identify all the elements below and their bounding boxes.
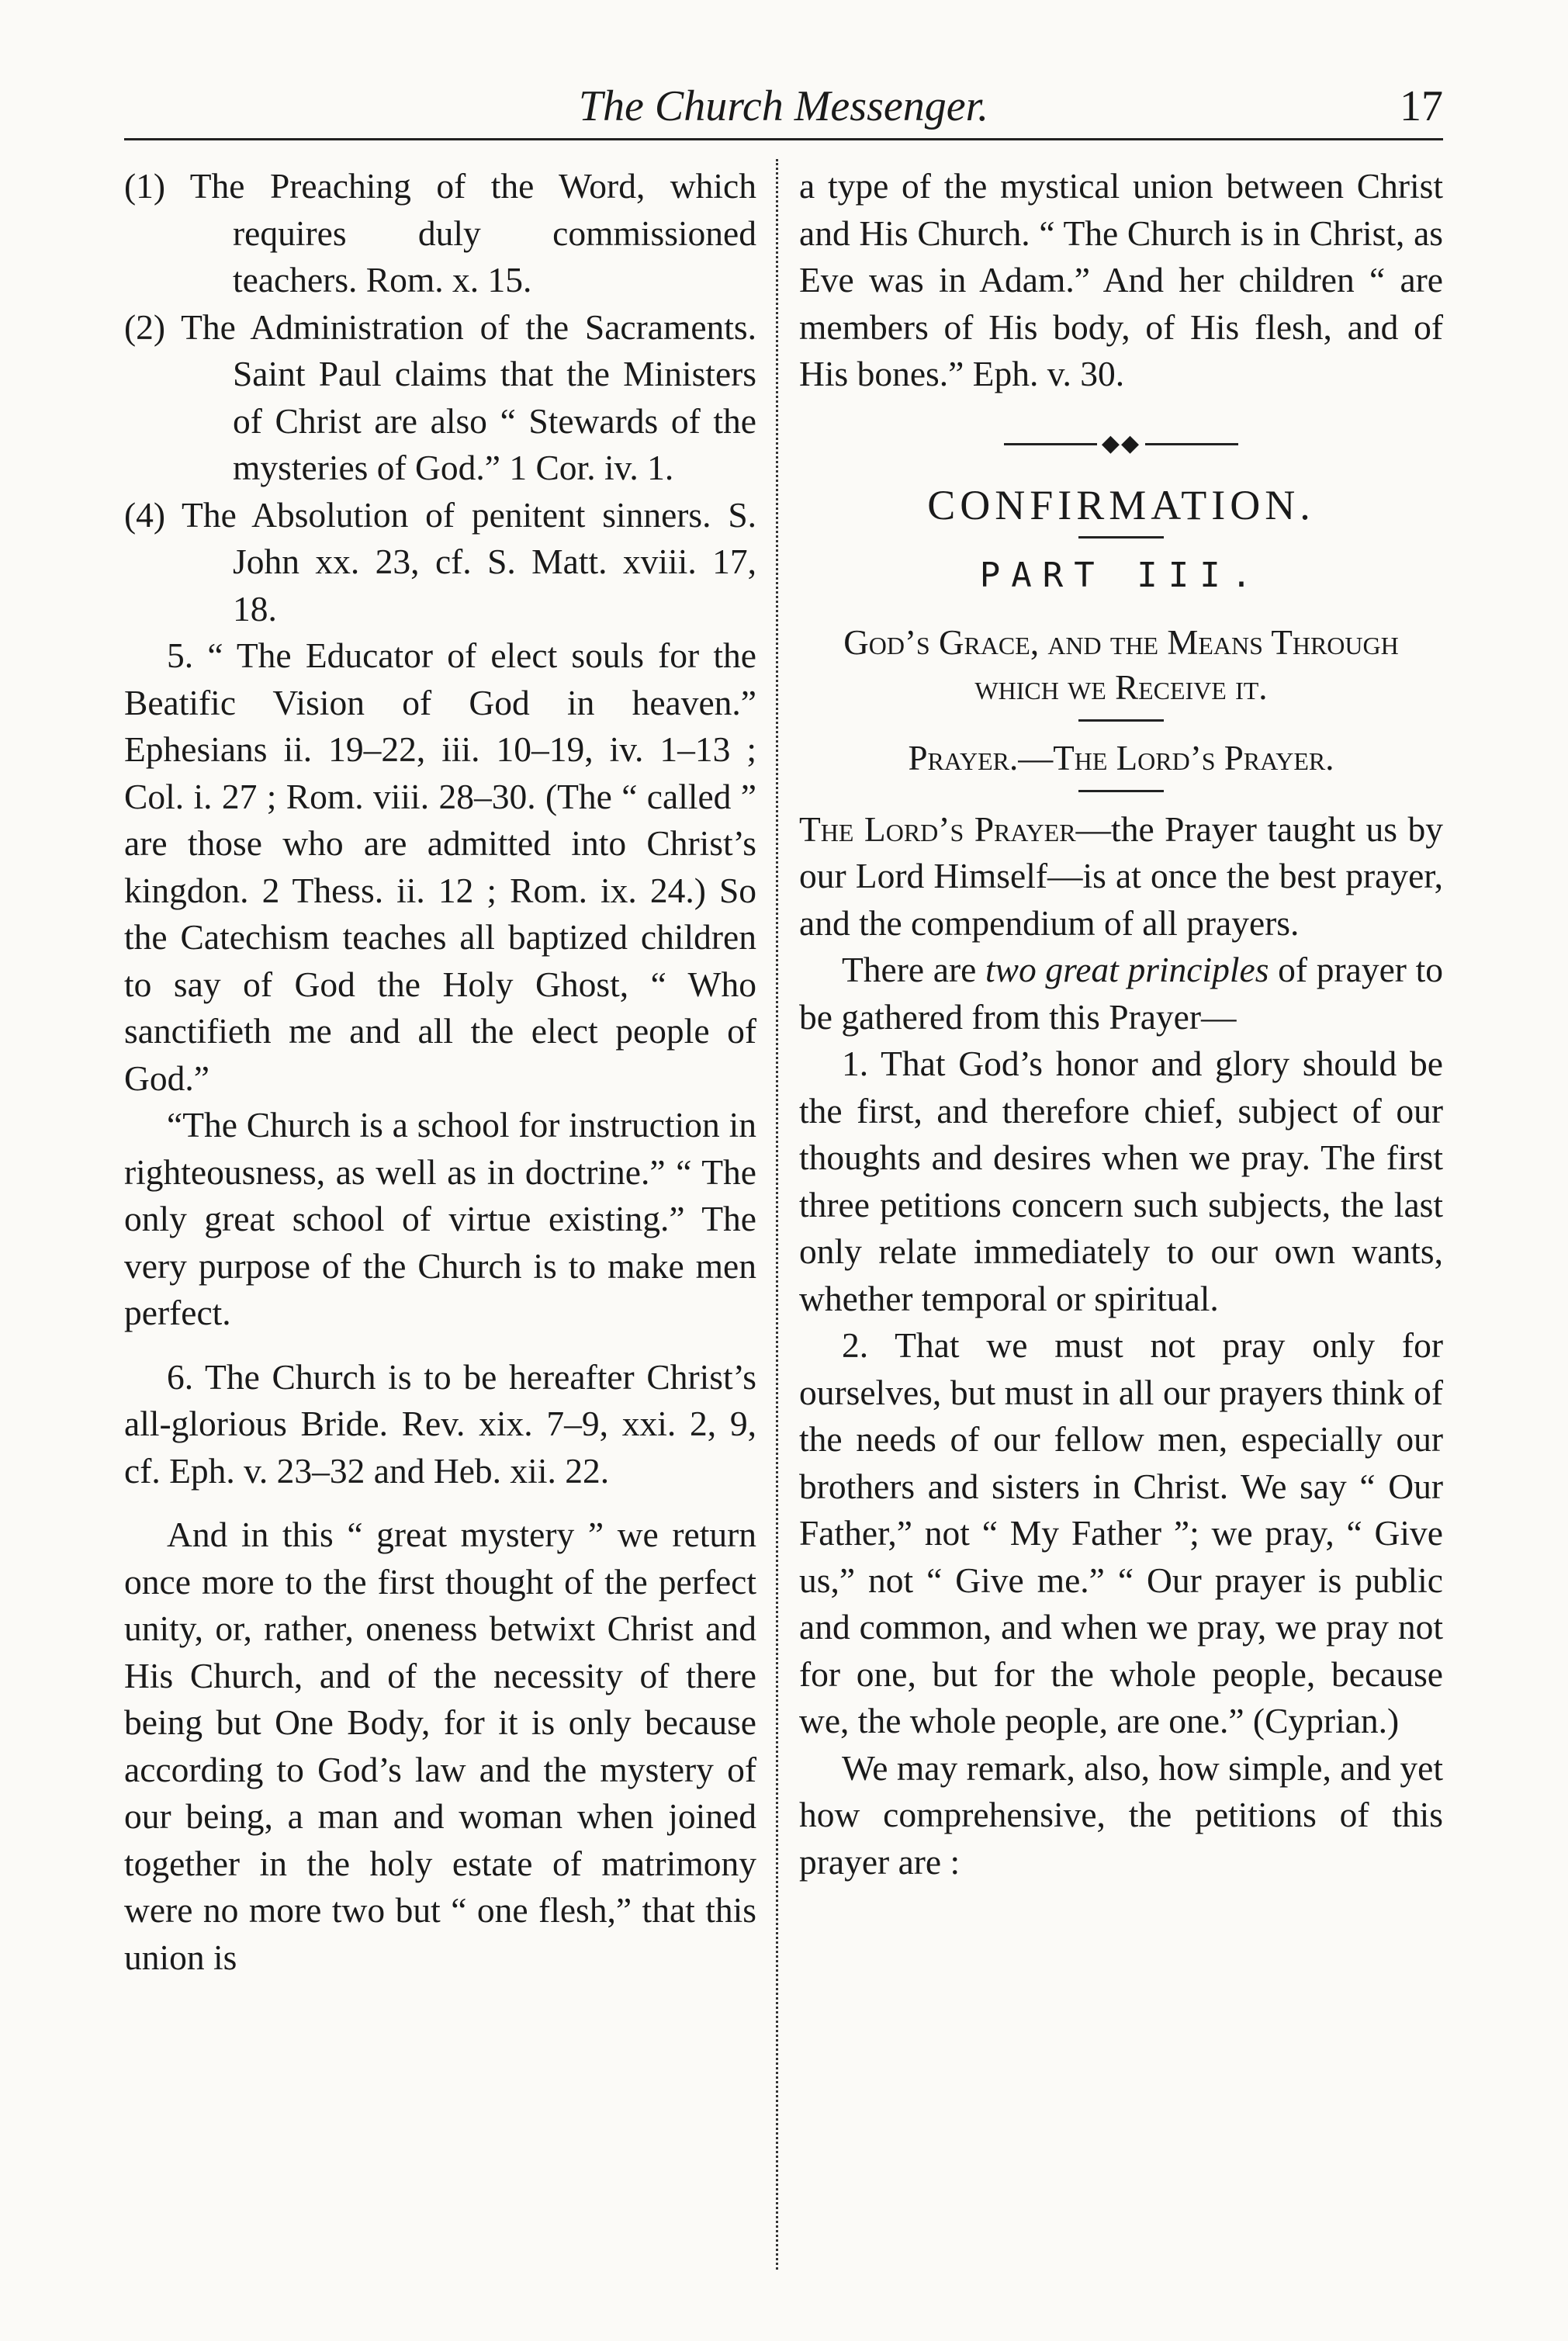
header-rule — [124, 138, 1443, 140]
paragraph-bride: 6. The Church is to be hereafter Christ’s all-glorious Bride. Rev. xix. 7–9, xxi. 2, 9, cf. Eph. v. 23–32 and Heb. xii. 22. — [124, 1356, 756, 1491]
publication-title: The Church Messenger. — [578, 82, 989, 130]
emphasis-principles: two great principles — [985, 950, 1269, 990]
column-divider — [776, 159, 778, 2270]
paragraph-mystical-union: a type of the mystical union between Christ and His Church. “ The Church is in Christ, as Eve was in Adam.” And her children “ are members of His body, of His flesh, and of His bones.” Eph. v. 30. — [799, 166, 1443, 393]
paragraph-principles: There are two great principles of prayer to be gathered from this Prayer— — [799, 950, 1443, 1037]
paragraph-lords-prayer — [799, 806, 1443, 947]
list-item-sacraments: (2) The Administration of the Sacraments. Saint Paul claims that the Ministers of Christ are also “ Stewards of the mysteries of God.” 1 Cor. iv. 1. — [124, 306, 756, 487]
paragraph-educator: 5. “ The Educator of elect souls for the Beatific Vision of God in heaven.” Ephesians ii. 19–22, iii. 10–19, iv. 1–13 ; Col. i. 27 ; Rom. viii. 28–30. (The “ called ” are those who are admitted into Christ’s kingdon. 2 Thess. ii. 12 ; Rom. ix. 24.) So the Catechism teaches all baptized children to say of God the Holy Ghost, “ Who sanctifieth me and all the elect people of God.” — [124, 635, 756, 1098]
subheading-prayer: Prayer.—The Lord’s Prayer. — [908, 738, 1334, 777]
running-header — [124, 81, 1443, 144]
lords-prayer-text: —the Prayer taught us by our Lord Himself—is at once the best prayer, and the compendium of all prayers. — [799, 809, 1443, 943]
right-column — [799, 163, 1443, 1886]
page-number: 17 — [1400, 82, 1443, 130]
short-rule — [1078, 536, 1164, 538]
lords-prayer-lead: The Lord’s Prayer — [799, 809, 1076, 849]
diamond-ornament-icon: ◆◆ — [1101, 431, 1141, 457]
paragraph-great-mystery: And in this “ great mystery ” we return once more to the first thought of the perfect unity, or, rather, oneness betwixt Christ and His Church, and of the necessity of there being but One Body, for it is only because according to God’s law and the mystery of our being, a man and woman when joined together in the holy estate of matrimony were no more two but “ one flesh,” that this union is — [124, 1515, 756, 1977]
paragraph-remark: We may remark, also, how simple, and yet how comprehensive, the petitions of this prayer are : — [799, 1747, 1443, 1882]
list-item-preaching: (1) The Preaching of the Word, which requires duly commissioned teachers. Rom. x. 15. — [124, 166, 756, 300]
part-heading: PART III. — [979, 556, 1263, 596]
paragraph-school: “The Church is a school for instruction in righteousness, as well as in doctrine.” “ The only great school of virtue existing.” The very purpose of the Church is to make men perfect. — [124, 1105, 756, 1332]
short-rule — [1078, 790, 1164, 792]
left-column — [124, 163, 756, 1981]
subheading-grace: God’s Grace, and the Means Through which we Receive it. — [843, 622, 1399, 707]
list-item-absolution: (4) The Absolution of penitent sinners. S. John xx. 23, cf. S. Matt. xviii. 17, 18. — [124, 494, 756, 629]
short-rule — [1078, 719, 1164, 722]
paragraph-point-2: 2. That we must not pray only for ourselves, but must in all our prayers think of the needs of our fellow men, especially our brothers and sisters in Christ. We say “ Our Father,” not “ My Father ”; we pray, “ Give us,” not “ Give me.” “ Our prayer is public and common, and when we pray, we pray not for one, but for the whole people, because we, the whole people, are one.” (Cyprian.) — [799, 1325, 1443, 1741]
paragraph-point-1: 1. That God’s honor and glory should be the first, and therefore chief, subject of our thoughts and desires when we pray. The first three petitions concern such subjects, the last only relate immediately to our own wants, whether temporal or spiritual. — [799, 1044, 1443, 1318]
section-title: CONFIRMATION. — [927, 481, 1315, 528]
ornamental-divider — [799, 420, 1443, 468]
